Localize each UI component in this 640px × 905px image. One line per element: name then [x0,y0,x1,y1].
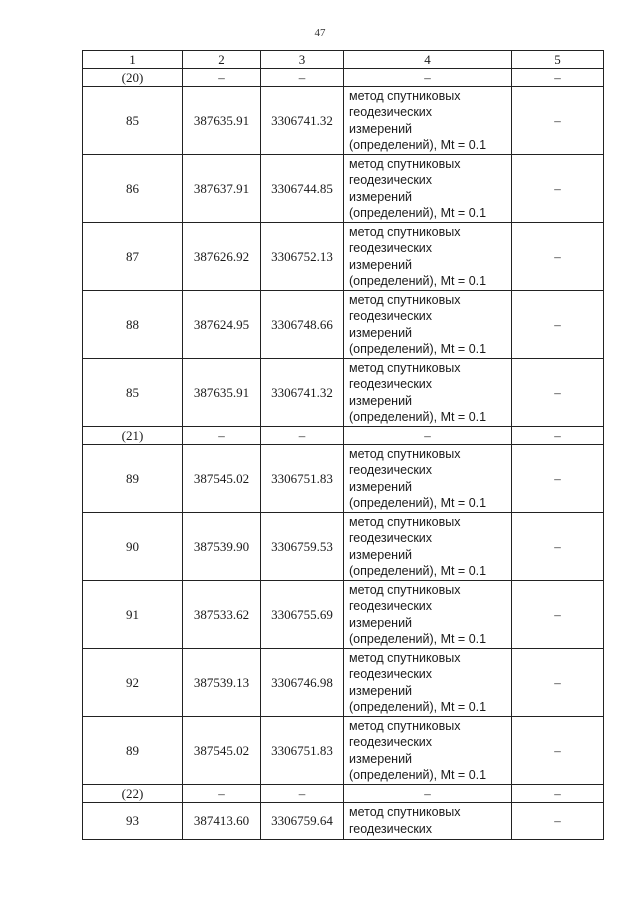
point-number-cell: 86 [83,155,183,223]
method-cell: – [344,427,512,445]
description-cell: – [512,69,604,87]
table-row [83,359,604,427]
table-header-row [83,51,604,69]
description-cell: – [512,291,604,359]
method-line: метод спутниковых [349,718,461,733]
method-line: геодезических [349,377,433,391]
x-coordinate-cell: – [183,785,261,803]
table-row [83,445,604,513]
method-line: (определений), Mt = 0.1 [349,410,487,424]
method-line: (определений), Mt = 0.1 [349,138,487,152]
method-cell: – [344,69,512,87]
point-number-cell: 90 [83,513,183,581]
method-line: геодезических [349,463,433,477]
method-line: метод спутниковых [349,582,461,597]
page-number: 47 [314,27,326,39]
method-line: геодезических [349,241,433,255]
method-line: метод спутниковых [349,156,461,171]
x-coordinate-cell: 387635.91 [183,359,261,427]
method-cell [344,445,512,513]
point-number-cell: 85 [83,87,183,155]
description-cell: – [512,359,604,427]
method-line: метод спутниковых [349,514,461,529]
description-cell: – [512,513,604,581]
method-line: измерений [349,393,413,408]
description-cell: – [512,223,604,291]
method-line: геодезических [349,821,433,836]
x-coordinate-cell: 387626.92 [183,223,261,291]
description-cell: – [512,445,604,513]
point-number-cell: 89 [83,717,183,785]
column-header: 5 [512,51,604,69]
x-coordinate-cell: 387539.13 [183,649,261,717]
description-cell: – [512,427,604,445]
point-number-cell: 93 [83,803,183,840]
method-cell [344,717,512,785]
description-cell: – [512,87,604,155]
method-line: (определений), Mt = 0.1 [349,700,487,714]
method-line: геодезических [349,105,433,119]
method-line: геодезических [349,531,433,545]
method-cell [344,155,512,223]
column-header: 2 [183,51,261,69]
column-header: 3 [261,51,344,69]
method-line: метод спутниковых [349,224,461,239]
point-number-cell: 89 [83,445,183,513]
method-line: измерений [349,257,413,272]
contour-separator-row [83,69,604,87]
method-cell: – [344,785,512,803]
point-number-cell: (20) [83,69,183,87]
table-row [83,291,604,359]
column-header: 1 [83,51,183,69]
method-cell [344,513,512,581]
method-line: геодезических [349,309,433,323]
table-row [83,513,604,581]
x-coordinate-cell: 387635.91 [183,87,261,155]
method-line: метод спутниковых [349,650,461,665]
method-line: (определений), Mt = 0.1 [349,632,487,646]
table-body [83,69,604,840]
method-line: метод спутниковых [349,292,461,307]
method-line: (определений), Mt = 0.1 [349,768,487,782]
y-coordinate-cell: – [261,69,344,87]
method-cell [344,649,512,717]
description-cell: – [512,785,604,803]
table-row [83,87,604,155]
method-line: метод спутниковых [349,360,461,375]
description-cell: – [512,155,604,223]
method-line: измерений [349,325,413,340]
table-row [83,581,604,649]
method-line: измерений [349,683,413,698]
y-coordinate-cell: 3306741.32 [261,359,344,427]
description-cell: – [512,717,604,785]
method-cell [344,803,512,840]
table-row [83,223,604,291]
x-coordinate-cell: 387533.62 [183,581,261,649]
table-row [83,717,604,785]
description-cell: – [512,649,604,717]
coordinates-table [82,50,604,840]
point-number-cell: (21) [83,427,183,445]
description-cell: – [512,803,604,840]
point-number-cell: 88 [83,291,183,359]
y-coordinate-cell: 3306755.69 [261,581,344,649]
x-coordinate-cell: 387637.91 [183,155,261,223]
x-coordinate-cell: 387545.02 [183,717,261,785]
y-coordinate-cell: 3306759.53 [261,513,344,581]
method-line: геодезических [349,735,433,749]
y-coordinate-cell: – [261,785,344,803]
point-number-cell: 91 [83,581,183,649]
method-line: измерений [349,121,413,136]
method-cell [344,223,512,291]
y-coordinate-cell: 3306748.66 [261,291,344,359]
method-cell [344,359,512,427]
y-coordinate-cell: 3306751.83 [261,717,344,785]
y-coordinate-cell: 3306746.98 [261,649,344,717]
y-coordinate-cell: 3306759.64 [261,803,344,840]
method-line: измерений [349,189,413,204]
method-cell [344,87,512,155]
table-row [83,803,604,840]
method-line: измерений [349,547,413,562]
x-coordinate-cell: 387539.90 [183,513,261,581]
y-coordinate-cell: 3306751.83 [261,445,344,513]
method-line: (определений), Mt = 0.1 [349,564,487,578]
x-coordinate-cell: 387545.02 [183,445,261,513]
description-cell: – [512,581,604,649]
method-cell [344,581,512,649]
method-line: (определений), Mt = 0.1 [349,342,487,356]
y-coordinate-cell: 3306744.85 [261,155,344,223]
y-coordinate-cell: – [261,427,344,445]
y-coordinate-cell: 3306752.13 [261,223,344,291]
column-header: 4 [344,51,512,69]
method-cell [344,291,512,359]
point-number-cell: 87 [83,223,183,291]
x-coordinate-cell: 387413.60 [183,803,261,840]
contour-separator-row [83,785,604,803]
method-line: геодезических [349,173,433,187]
method-line: геодезических [349,667,433,681]
method-line: геодезических [349,599,433,613]
y-coordinate-cell: 3306741.32 [261,87,344,155]
table-row [83,649,604,717]
point-number-cell: (22) [83,785,183,803]
method-line: метод спутниковых [349,88,461,103]
method-line: метод спутниковых [349,446,461,461]
x-coordinate-cell: 387624.95 [183,291,261,359]
method-line: измерений [349,479,413,494]
x-coordinate-cell: – [183,69,261,87]
point-number-cell: 92 [83,649,183,717]
method-line: (определений), Mt = 0.1 [349,206,487,220]
contour-separator-row [83,427,604,445]
method-line: измерений [349,615,413,630]
method-line: метод спутниковых [349,805,461,819]
method-line: (определений), Mt = 0.1 [349,496,487,510]
x-coordinate-cell: – [183,427,261,445]
method-line: измерений [349,751,413,766]
point-number-cell: 85 [83,359,183,427]
table-row [83,155,604,223]
method-line: (определений), Mt = 0.1 [349,274,487,288]
